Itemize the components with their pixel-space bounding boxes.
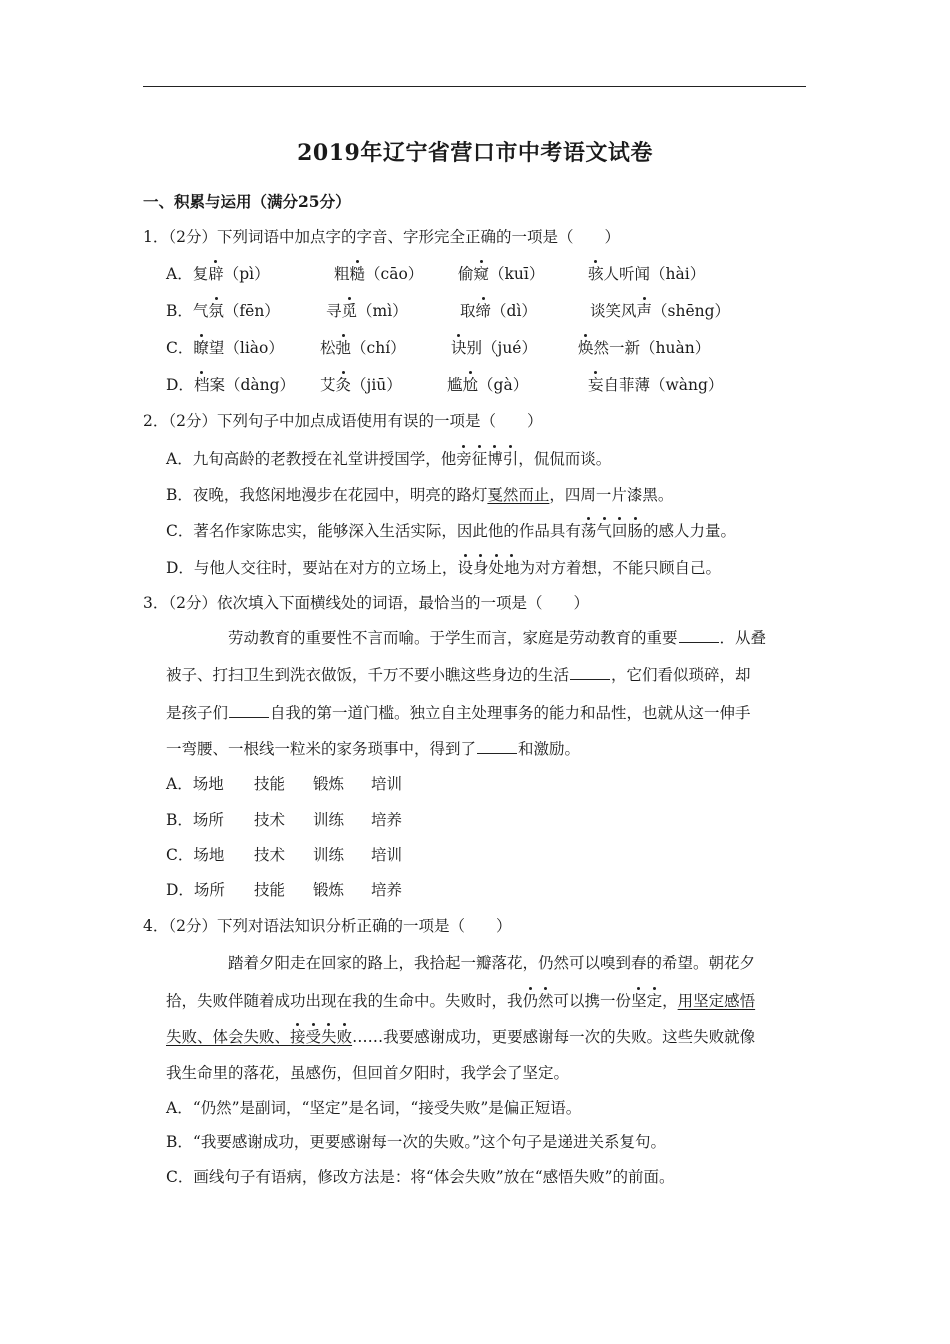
pinyin: 望（liào） — [208, 339, 284, 357]
dotted-char: 接 — [290, 1028, 306, 1046]
dotted-char: 氛 — [208, 302, 224, 320]
question-3-stem: 3．（2分）依次填入下面横线处的词语，最恰当的一项是（ ） — [143, 594, 589, 612]
dotted-char: 败 — [336, 1028, 353, 1046]
dotted-idiom — [456, 450, 518, 468]
dotted-char: 定 — [646, 992, 663, 1010]
text: 劳动教育的重要性不言而喻。于学生而言，家庭是劳动教育的重要 — [228, 629, 678, 647]
pinyin: 别（jué） — [466, 339, 537, 357]
dotted-idiom — [581, 522, 643, 540]
q3-d-word-3: 锻炼 — [313, 881, 345, 899]
text: C．著名作家陈忠实，能够深入生活实际，因此他的作品具有 — [166, 522, 581, 540]
word-part: 取 — [460, 302, 476, 320]
pinyin: 案（dàng） — [209, 376, 296, 394]
dotted-char: 身 — [472, 559, 489, 577]
dotted-char: 妄 — [588, 376, 604, 394]
dotted-char: 荡 — [580, 522, 597, 540]
text: 和激励。 — [518, 740, 581, 758]
q2-option-b — [166, 485, 673, 505]
q4-passage-line-1: 踏着夕阳走在回家的路上，我拾起一瓣落花，仍然可以嗅到春的希望。朝花夕 — [228, 954, 756, 972]
dotted-char: 窥 — [473, 265, 490, 283]
q3-c-word-2: 技术 — [254, 846, 286, 864]
dotted-char: 博 — [487, 450, 503, 468]
q3-d-word-4: 培养 — [371, 881, 403, 899]
q3-a-word-2: 技能 — [254, 775, 286, 793]
q3-c-word-4: 培训 — [371, 846, 403, 864]
q4-option-a: A．“仍然”是副词，“坚定”是名词，“接受失败”是偏正短语。 — [166, 1099, 582, 1117]
text: D．与他人交往时，要站在对方的立场上， — [166, 559, 458, 577]
underlined-idiom: 戛然而止 — [487, 486, 550, 504]
dotted-char: 引 — [502, 450, 519, 468]
dotted-char: 气 — [596, 522, 612, 540]
underlined-sentence: 失败、体会失败、 — [166, 1028, 291, 1046]
dotted-char: 骇 — [588, 265, 604, 283]
text: 一弯腰、一根线一粒米的家务琐事中，得到了 — [166, 740, 477, 758]
q3-b-word-3: 训练 — [313, 811, 345, 829]
q3-c-word-1: C．场地 — [166, 846, 225, 864]
q4-passage-line-4: 我生命里的落花，虽感伤，但回首夕阳时，我学会了坚定。 — [166, 1064, 570, 1082]
dotted-word — [290, 1028, 352, 1046]
dotted-char: 缔 — [475, 302, 492, 320]
pinyin: （shēng） — [652, 302, 731, 320]
text: ，它们看似琐碎，却 — [611, 666, 751, 684]
dotted-char: 焕 — [578, 339, 594, 357]
q1-d-prefix: D． — [166, 376, 194, 394]
pinyin: 然一新（huàn） — [593, 339, 711, 357]
dotted-char: 觅 — [341, 302, 358, 320]
dotted-char: 糙 — [349, 265, 366, 283]
q3-d-word-1: D．场所 — [166, 881, 225, 899]
q3-b-word-1: B．场所 — [166, 811, 224, 829]
fill-blank — [477, 739, 517, 754]
text: 自我的第一道门槛。独立自主处理事务的能力和品性，也就从这一伸手 — [270, 704, 751, 722]
text: 被子、打扫卫生到洗衣做饭，千万不要小瞧这些身边的生活 — [166, 666, 570, 684]
pinyin: （gà） — [478, 376, 529, 394]
q1-c-prefix: C． — [166, 339, 194, 357]
q2-option-c — [166, 521, 736, 541]
question-2-stem: 2．（2分）下列句子中加点成语使用有误的一项是（ ） — [143, 412, 543, 430]
page-title: 2019年辽宁省营口市中考语文试卷 — [297, 140, 653, 166]
fill-blank — [570, 665, 610, 680]
dotted-char: 失 — [321, 1028, 337, 1046]
pinyin: （cāo） — [365, 265, 424, 283]
dotted-char: 设 — [457, 559, 473, 577]
word-part: 谈笑风 — [590, 302, 637, 320]
pinyin: （kuī） — [489, 265, 545, 283]
underlined-sentence: 用坚定感悟 — [677, 992, 756, 1010]
q2-option-d — [166, 558, 721, 578]
q3-passage-line-2 — [166, 665, 751, 685]
dotted-word — [523, 992, 554, 1010]
q4-passage-line-2 — [166, 991, 755, 1011]
q3-a-word-3: 锻炼 — [313, 775, 345, 793]
text: ，侃侃而谈。 — [518, 450, 612, 468]
q3-passage-line-4 — [166, 739, 580, 759]
dotted-char: 处 — [488, 559, 504, 577]
dotted-char: 弛 — [335, 339, 352, 357]
dotted-char: 瞭 — [193, 339, 209, 357]
pinyin: （dì） — [491, 302, 537, 320]
q4-option-c: C．画线句子有语病，修改方法是：将“体会失败”放在“感悟失败”的前面。 — [166, 1168, 675, 1186]
fill-blank — [229, 703, 269, 718]
dotted-char: 回 — [611, 522, 628, 540]
fill-blank — [679, 628, 719, 643]
q4-passage-line-3 — [166, 1027, 755, 1047]
dotted-char: 声 — [636, 302, 653, 320]
q3-b-word-2: 技术 — [254, 811, 286, 829]
dotted-char: 仍 — [522, 992, 539, 1010]
dotted-char: 受 — [305, 1028, 322, 1046]
text: ， — [662, 992, 678, 1010]
header-rule — [143, 86, 806, 87]
text: B．夜晚，我悠闲地漫步在花园中，明亮的路灯 — [166, 486, 488, 504]
dotted-char: 地 — [503, 559, 520, 577]
word-part: 松 — [320, 339, 336, 357]
dotted-char: 坚 — [631, 992, 647, 1010]
pinyin: 人听闻（hài） — [603, 265, 706, 283]
word-part: 尴 — [447, 376, 463, 394]
pinyin: 自菲薄（wàng） — [603, 376, 724, 394]
dotted-char: 灸 — [335, 376, 352, 394]
q3-d-word-2: 技能 — [254, 881, 286, 899]
q1-b-prefix: B．气 — [166, 302, 209, 320]
text: ……我要感谢成功，更要感谢每一次的失败。这些失败就像 — [352, 1028, 756, 1046]
text: 可以携一份 — [553, 992, 632, 1010]
dotted-char: 诀 — [451, 339, 467, 357]
pinyin: （mì） — [357, 302, 408, 320]
word-part: 艾 — [320, 376, 336, 394]
text: ．从叠 — [719, 629, 767, 647]
section-heading: 一、积累与运用（满分25分） — [143, 192, 351, 211]
dotted-char: 征 — [471, 450, 488, 468]
pinyin: （pì） — [223, 265, 270, 283]
question-1-stem: 1．（2分）下列词语中加点字的字音、字形完全正确的一项是（ ） — [143, 228, 620, 246]
dotted-char: 档 — [193, 376, 210, 394]
question-4-stem: 4．（2分）下列对语法知识分析正确的一项是（ ） — [143, 917, 512, 935]
q4-option-b: B．“我要感谢成功，更要感谢每一次的失败。”这个句子是递进关系复句。 — [166, 1133, 666, 1151]
pinyin: （chí） — [351, 339, 406, 357]
pinyin: （fēn） — [223, 302, 280, 320]
q3-a-word-4: 培训 — [371, 775, 403, 793]
text: ，四周一片漆黑。 — [549, 486, 674, 504]
dotted-char: 肠 — [627, 522, 643, 540]
text: 的感人力量。 — [642, 522, 736, 540]
q3-passage-line-1 — [228, 628, 766, 648]
q3-passage-line-3 — [166, 703, 751, 723]
text: A．九旬高龄的老教授在礼堂讲授国学，他 — [166, 450, 457, 468]
pinyin: （jiū） — [351, 376, 402, 394]
dotted-char: 辟 — [208, 265, 224, 283]
word-part: 粗 — [334, 265, 350, 283]
text: 为对方着想，不能只顾自己。 — [519, 559, 722, 577]
q3-b-word-4: 培养 — [371, 811, 403, 829]
dotted-char: 然 — [538, 992, 554, 1010]
text: 拾，失败伴随着成功出现在我的生命中。失败时，我 — [166, 992, 523, 1010]
text: 是孩子们 — [166, 704, 229, 722]
dotted-char: 旁 — [456, 450, 472, 468]
q3-a-word-1: A．场地 — [166, 775, 224, 793]
dotted-char: 尬 — [462, 376, 479, 394]
dotted-word — [631, 992, 662, 1010]
word-part: 偷 — [458, 265, 474, 283]
q2-option-a — [166, 449, 611, 469]
q1-a-prefix: A．复 — [166, 265, 209, 283]
q3-c-word-3: 训练 — [313, 846, 345, 864]
word-part: 寻 — [326, 302, 342, 320]
dotted-idiom — [457, 559, 519, 577]
